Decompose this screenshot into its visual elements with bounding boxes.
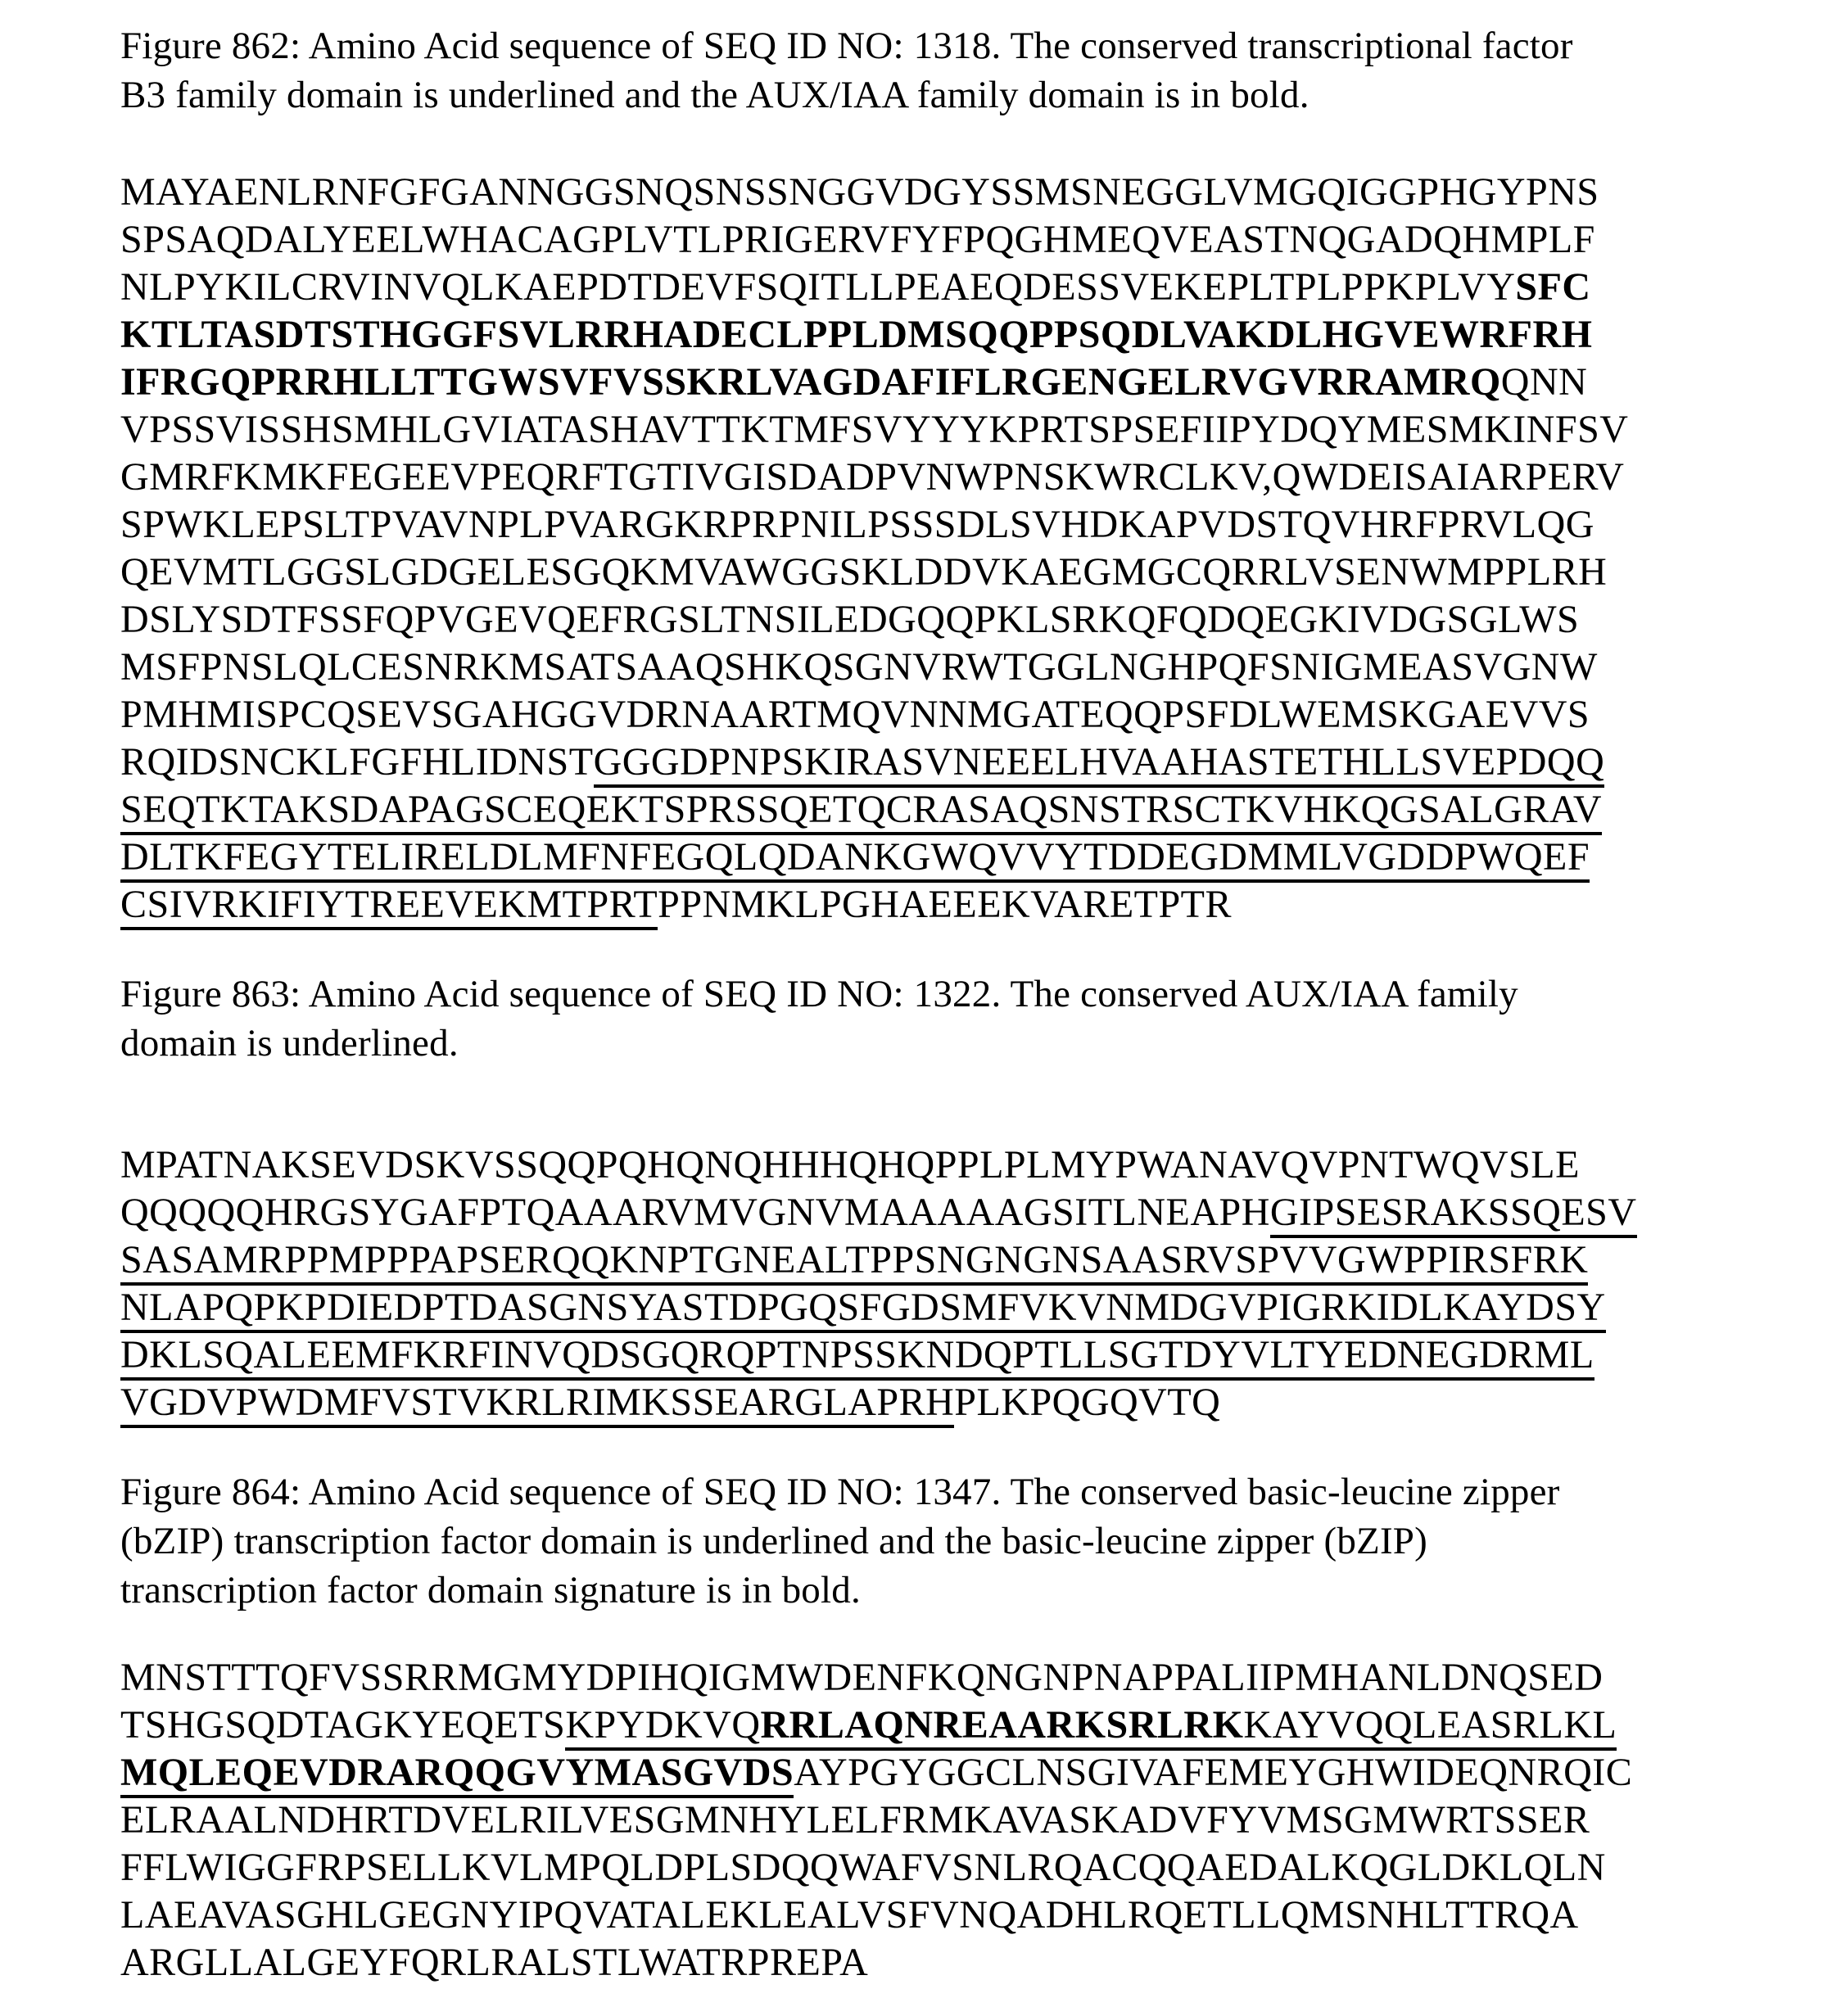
sequence-segment-bold: SFC — [1515, 265, 1591, 309]
fig-864-sequence-line-4 — [120, 1797, 1808, 1844]
sequence-segment: DSLYSDTFSSFQPVGEVQEFRGSLTNSILEDGQQPKLSRKQFQDQEGKIVDGSGLWS — [120, 598, 1580, 641]
sequence-block-862 — [120, 169, 1808, 929]
fig-864-sequence-line-3 — [120, 1749, 1808, 1797]
sequence-segment-underlined: CSIVRKIFIYTREEVEKMTPRT — [120, 883, 658, 930]
fig-862-sequence-line-3 — [120, 264, 1808, 311]
fig-864-sequence-line-7 — [120, 1939, 1808, 1987]
figure-block-862 — [120, 21, 1808, 929]
fig-862-sequence-line-11 — [120, 644, 1808, 691]
sequence-segment-bold: IFRGQPRRHLLTTGWSVFVSSKRLVAGDAFIFLRGENGELRVGVRRAMRQ — [120, 360, 1501, 404]
fig-864-caption-line-1: Figure 864: Amino Acid sequence of SEQ ID NO: 1347. The conserved basic-leucine zipper — [120, 1471, 1560, 1513]
fig-864-caption-line-3: transcription factor domain signature is in bold. — [120, 1569, 861, 1611]
fig-864-caption-line-2: (bZIP) transcription factor domain is underlined and the basic-leucine zipper (bZIP) — [120, 1520, 1427, 1562]
fig-863-caption-line-2: domain is underlined. — [120, 1022, 459, 1065]
fig-864-sequence-line-5 — [120, 1844, 1808, 1892]
fig-862-sequence-line-5 — [120, 359, 1808, 406]
sequence-segment-underlined: KPYDKVQ — [565, 1703, 760, 1751]
sequence-segment: MAYAENLRNFGFGANNGGSNQSNSSNGGVDGYSSMSNEGGLVMGQIGGPHGYPNS — [120, 170, 1599, 214]
fig-863-sequence-line-1 — [120, 1141, 1808, 1189]
sequence-segment: MSFPNSLQLCESNRKMSATSAAQSHKQSGNVRWTGGLNGHPQFSNIGMEASVGNW — [120, 645, 1598, 689]
fig-862-sequence-line-9 — [120, 549, 1808, 596]
sequence-segment: MPATNAKSEVDSKVSSQQPQHQNQHHHQHQPPLPLMYPWANAVQVPNTWQVSLE — [120, 1143, 1580, 1187]
fig-862-sequence-line-7 — [120, 454, 1808, 501]
sequence-segment: FFLWIGGFRPSELLKVLMPQLDPLSDQQWAFVSNLRQACQQAEDALKQGLDKLQLN — [120, 1846, 1606, 1889]
sequence-segment-underlined: DKLSQALEEMFKRFINVQDSGQRQPTNPSSKNDQPTLLSGTDYVLTYEDNEGDRML — [120, 1333, 1594, 1381]
sequence-segment: AYPGYGGCLNSGIVAFEMEYGHWIDEQNRQIC — [794, 1751, 1633, 1794]
fig-862-sequence-line-8 — [120, 501, 1808, 549]
sequence-segment: ELRAALNDHRTDVELRILVESGMNHYLELFRMKAVASKADVFYVMSGMWRTSSER — [120, 1798, 1590, 1842]
fig-864-sequence-line-1 — [120, 1654, 1808, 1702]
sequence-segment-underlined: GIPSESRAKSSQESV — [1270, 1191, 1637, 1238]
fig-862-caption-line-2: B3 family domain is underlined and the AUX/IAA family domain is in bold. — [120, 74, 1310, 116]
sequence-segment-underlined: DLTKFEGYTELIRELDLMFNFEGQLQDANKGWQVVYTDDEGDMMLVGDDPWQEF — [120, 835, 1590, 883]
sequence-block-863 — [120, 1141, 1808, 1426]
figure-caption-862 — [120, 21, 1808, 120]
sequence-segment: VPSSVISSHSMHLGVIATASHAVTTKTMFSVYYYKPRTSPSEFIIPYDQYMESMKINFSV — [120, 408, 1629, 451]
sequence-segment: PMHMISPCQSEVSGAHGGVDRNAARTMQVNNMGATEQQPSFDLWEMSKGAEVVS — [120, 693, 1590, 736]
sequence-segment: ARGLLALGEYFQRLRALSTLWATRPREPA — [120, 1941, 869, 1984]
sequence-segment: PPNMKLPGHAEEEKVARETPTR — [658, 883, 1232, 926]
sequence-segment: MNSTTTQFVSSRRMGMYDPIHQIGMWDENFKQNGNPNAPPALIIPMHANLDNQSED — [120, 1656, 1604, 1699]
sequence-block-864 — [120, 1654, 1808, 1987]
figure-caption-863 — [120, 970, 1808, 1068]
sequence-segment-underlined: SEQTKTAKSDAPAGSCEQEKTSPRSSQETQCRASAQSNSTRSCTKVHKQGSALGRAV — [120, 788, 1602, 835]
sequence-segment: QEVMTLGGSLGDGELESGQKMVAWGGSKLDDVKAEGMGCQRRLVSENWMPPLRH — [120, 550, 1608, 594]
sequence-segment-underlined: GGGDPNPSKIRASVNEEELHVAAHASTETHLLSVEPDQQ — [594, 740, 1605, 788]
sequence-segment: SPSAQDALYEELWHACAGPLVTLPRIGERVFYFPQGHMEQVEASTNQGADQHMPLF — [120, 218, 1595, 261]
fig-862-sequence-line-12 — [120, 691, 1808, 739]
sequence-segment-bold-underlined: MQLEQEVDRARQQGVYMASGVDS — [120, 1751, 794, 1798]
fig-862-sequence-line-2 — [120, 216, 1808, 264]
fig-864-sequence-line-6 — [120, 1892, 1808, 1939]
fig-862-sequence-line-4 — [120, 311, 1808, 359]
sequence-segment: NLPYKILCRVINVQLKAEPDTDEVFSQITLLPEAEQDESSVEKEPLTPLPPKPLVY — [120, 265, 1516, 309]
sequence-segment: QNN — [1500, 360, 1588, 404]
figure-block-864 — [120, 1467, 1808, 1987]
sequence-segment-underlined: KAYVQQLEASRLKL — [1243, 1703, 1617, 1751]
sequence-segment-bold-underlined: RRLAQNREAARKSRLRK — [761, 1703, 1244, 1751]
fig-863-caption-line-1: Figure 863: Amino Acid sequence of SEQ ID NO: 1322. The conserved AUX/IAA family — [120, 973, 1518, 1015]
sequence-segment: SPWKLEPSLTPVAVNPLPVARGKRPRPNILPSSSDLSVHDKAPVDSTQVHRFPRVLQG — [120, 503, 1594, 546]
fig-862-sequence-line-6 — [120, 406, 1808, 454]
sequence-segment: TSHGSQDTAGKYEQETS — [120, 1703, 566, 1747]
fig-863-sequence-line-3 — [120, 1236, 1808, 1284]
fig-864-sequence-line-2 — [120, 1702, 1808, 1749]
sequence-segment: RQIDSNCKLFGFHLIDNST — [120, 740, 594, 784]
fig-863-sequence-line-4 — [120, 1284, 1808, 1331]
sequence-segment-underlined: SASAMRPPMPPPAPSERQQKNPTGNEALTPPSNGNGNSAASRVSPVVGWPPIRSFRK — [120, 1238, 1588, 1286]
fig-862-sequence-line-14 — [120, 786, 1808, 834]
sequence-segment-underlined: VGDVPWDMFVSTVKRLRIMKSSEARGLAPRH — [120, 1381, 954, 1428]
fig-862-sequence-line-13 — [120, 739, 1808, 786]
fig-862-caption-line-1: Figure 862: Amino Acid sequence of SEQ ID NO: 1318. The conserved transcriptional factor — [120, 25, 1573, 67]
fig-862-sequence-line-10 — [120, 596, 1808, 644]
sequence-segment: GMRFKMKFEGEEVPEQRFTGTIVGISDADPVNWPNSKWRCLKV,QWDEISAIARPERV — [120, 455, 1625, 499]
sequence-segment-underlined: NLAPQPKPDIEDPTDASGNSYASTDPGQSFGDSMFVKVNMDGVPIGRKIDLKAYDSY — [120, 1286, 1606, 1333]
sequence-segment: LAEAVASGHLGEGNYIPQVATALEKLEALVSFVNQADHLRQETLLQMSNHLTTRQA — [120, 1893, 1579, 1937]
fig-863-sequence-line-5 — [120, 1331, 1808, 1379]
figure-caption-864 — [120, 1467, 1808, 1615]
sequence-segment: QQQQQHRGSYGAFPTQAAARVMVGNVMAAAAAGSITLNEAPH — [120, 1191, 1270, 1234]
fig-863-sequence-line-2 — [120, 1189, 1808, 1236]
fig-862-sequence-line-1 — [120, 169, 1808, 216]
fig-862-sequence-line-15 — [120, 834, 1808, 881]
fig-862-sequence-line-16 — [120, 881, 1808, 929]
figure-block-863 — [120, 970, 1808, 1426]
fig-863-sequence-line-6 — [120, 1379, 1808, 1426]
sequence-segment: PLKPQGQVTQ — [954, 1381, 1221, 1424]
sequence-segment-bold: KTLTASDTSTHGGFSVLRRHADECLPPLDMSQQPPSQDLVAKDLHGVEWRFRH — [120, 313, 1593, 356]
